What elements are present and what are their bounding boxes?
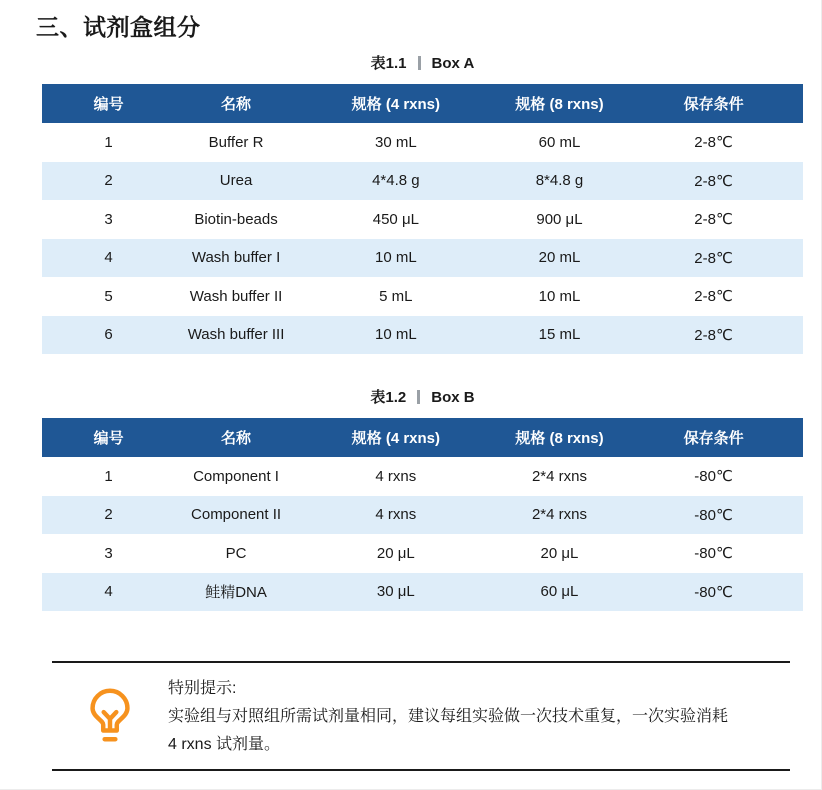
table-cell: 8*4.8 g — [495, 162, 624, 201]
table-cell: 10 mL — [297, 239, 495, 278]
tip-text — [168, 675, 728, 759]
caption-divider — [417, 390, 420, 404]
table-cell: 30 μL — [297, 573, 495, 612]
table-cell: 2*4 rxns — [531, 467, 587, 485]
col-header-name: 名称 — [175, 418, 297, 457]
table-cell: 6 — [42, 316, 175, 355]
table-cell: Buffer R — [208, 133, 264, 151]
table-row — [42, 200, 803, 239]
col-header-spec-4rxns: 规格 (4 rxns) — [297, 418, 495, 457]
table-cell: -80℃ — [624, 573, 803, 612]
table-cell: 4 — [42, 239, 175, 278]
table-cell: 10 mL — [297, 316, 495, 355]
table-cell: 2 — [42, 162, 175, 201]
table-cell: Component II — [175, 496, 297, 535]
col-header-number: 编号 — [42, 84, 175, 123]
table-cell: 15 mL — [495, 316, 624, 355]
table-cell: 2-8℃ — [624, 162, 803, 201]
table-cell: 2-8℃ — [624, 239, 803, 278]
table-cell: -80℃ — [694, 545, 733, 563]
col-header-storage: 保存条件 — [624, 418, 803, 457]
table-cell: 3 — [104, 544, 113, 562]
table-cell: 5 mL — [379, 287, 413, 305]
table-cell: 20 μL — [540, 544, 579, 562]
table-row — [42, 162, 803, 201]
table-cell: Wash buffer I — [175, 239, 297, 278]
table-cell: 20 μL — [376, 544, 415, 562]
table-cell: 4 — [42, 573, 175, 612]
table-header-row — [42, 84, 803, 123]
table-b-caption-title: Box B — [431, 389, 475, 406]
table-cell: 5 — [104, 287, 113, 305]
col-header-spec-4rxns: 规格 (4 rxns) — [297, 84, 495, 123]
table-cell: -80℃ — [624, 496, 803, 535]
tip-body-line1: 实验组与对照组所需试剂量相同，建议每组实验做一次技术重复，一次实验消耗 — [168, 708, 729, 725]
table-row — [42, 457, 803, 496]
table-a-caption-title: Box A — [431, 55, 475, 72]
table-cell: 900 μL — [536, 210, 583, 228]
table-cell: 10 mL — [538, 287, 581, 305]
box-a-table — [42, 84, 803, 354]
tip-heading: 特别提示: — [168, 680, 237, 697]
table-cell: 1 — [104, 467, 113, 485]
caption-divider — [418, 56, 421, 70]
table-cell: 60 mL — [538, 133, 581, 151]
table-row — [42, 316, 803, 355]
table-b-caption-number: 表1.2 — [370, 389, 407, 406]
col-header-name: 名称 — [175, 84, 297, 123]
tip-section — [52, 661, 790, 771]
col-header-spec-8rxns: 规格 (8 rxns) — [495, 418, 624, 457]
table-cell: 2-8℃ — [624, 316, 803, 355]
table-cell: 20 mL — [495, 239, 624, 278]
table-cell: 4 rxns — [297, 496, 495, 535]
table-a-caption-number: 表1.1 — [370, 55, 407, 72]
col-header-storage: 保存条件 — [624, 84, 803, 123]
lightbulb-icon — [79, 684, 141, 746]
box-b-section — [42, 389, 803, 611]
table-cell: 60 μL — [495, 573, 624, 612]
table-cell: 2*4 rxns — [495, 496, 624, 535]
table-header-row — [42, 418, 803, 457]
page-title: 三、试剂盒组分 — [36, 14, 201, 40]
tip-body-line2: 4 rxns 试剂量。 — [168, 736, 281, 753]
table-row — [42, 277, 803, 316]
table-cell: 450 μL — [372, 210, 419, 228]
table-cell: Wash buffer II — [189, 287, 283, 305]
box-b-table — [42, 418, 803, 611]
table-cell: 4*4.8 g — [297, 162, 495, 201]
table-row — [42, 239, 803, 278]
box-a-section — [42, 55, 803, 354]
table-cell: 鲑精DNA — [175, 573, 297, 612]
table-cell: Wash buffer III — [175, 316, 297, 355]
table-cell: 4 rxns — [375, 467, 417, 485]
tip-icon-box — [52, 675, 168, 746]
table-cell: Urea — [175, 162, 297, 201]
table-cell: Component I — [193, 467, 279, 485]
col-header-number: 编号 — [42, 418, 175, 457]
col-header-spec-8rxns: 规格 (8 rxns) — [495, 84, 624, 123]
table-b-caption — [42, 389, 803, 407]
table-cell: PC — [225, 544, 247, 562]
table-a-caption — [42, 55, 803, 73]
table-cell: 2 — [42, 496, 175, 535]
table-cell: 2-8℃ — [694, 134, 733, 152]
table-cell: 3 — [104, 210, 113, 228]
table-cell: 30 mL — [375, 133, 417, 151]
table-row — [42, 123, 803, 162]
table-row — [42, 534, 803, 573]
table-cell: 2-8℃ — [694, 288, 733, 306]
table-cell: 2-8℃ — [694, 211, 733, 229]
table-row — [42, 573, 803, 612]
table-cell: -80℃ — [694, 468, 733, 486]
table-cell: Biotin-beads — [194, 210, 278, 228]
table-cell: 1 — [104, 133, 113, 151]
table-row — [42, 496, 803, 535]
